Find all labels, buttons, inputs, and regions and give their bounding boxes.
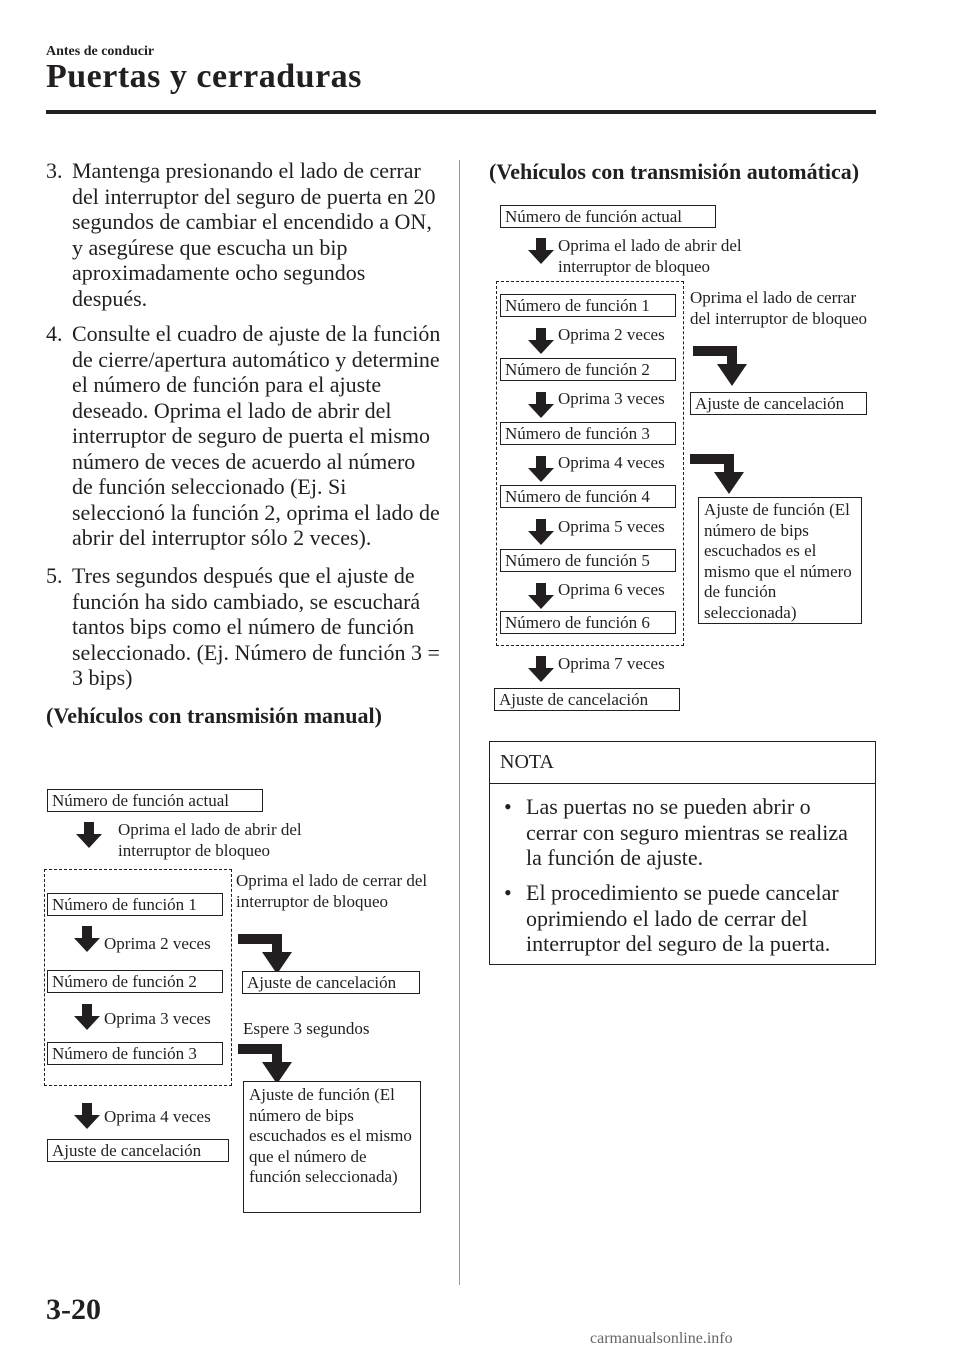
page-title: Puertas y cerraduras: [46, 58, 362, 95]
down-arrow-icon: [528, 583, 554, 609]
column-divider: [459, 160, 460, 1285]
step-text: Mantenga presionando el lado de cerrar del interruptor del seguro de puerta en 20 segundos de cambiar el encendido a ON, y asegúrese que escucha un bip aproximadamente ocho segundos después.: [72, 158, 436, 311]
down-arrow-icon: [528, 456, 554, 482]
manual-press-open-label: Oprima el lado de abrir del interruptor de bloqueo: [118, 820, 302, 860]
step-4: [46, 321, 441, 551]
bullet-icon: •: [504, 880, 512, 905]
automatic-press-close-label: Oprima el lado de cerrar del interruptor de bloqueo: [690, 288, 868, 328]
down-arrow-icon: [528, 392, 554, 418]
step-text: Consulte el cuadro de ajuste de la función de cierre/apertura automático y determine el número de función para el ajuste deseado. Oprima el lado de abrir del interruptor de seguro de puerta el mismo número de veces de acuerdo al número de función seleccionado (Ej. Si seleccionó la función 2, oprima el lado de abrir del interruptor sólo 2 veces).: [72, 321, 441, 550]
automatic-function-2-box: Número de función 2: [500, 358, 676, 381]
step-text: Tres segundos después que el ajuste de función ha sido cambiado, se escuchará tantos bips como el número de función seleccionado. (Ej. Número de función 3 = 3 bips): [72, 563, 440, 690]
note-box: [489, 741, 876, 965]
automatic-function-6-box: Número de función 6: [500, 611, 676, 634]
bent-arrow-icon: [693, 346, 761, 386]
manual-function-1-box: Número de función 1: [47, 893, 223, 916]
automatic-press-5-label: Oprima 5 veces: [558, 517, 665, 536]
down-arrow-icon: [528, 519, 554, 545]
automatic-heading: (Vehículos con transmisión automática): [489, 159, 860, 184]
bent-arrow-icon: [690, 454, 758, 494]
automatic-cancel-right-box: Ajuste de cancelación: [690, 392, 867, 415]
note-item: [504, 794, 864, 871]
page-number: 3-20: [46, 1293, 101, 1326]
manual-press-4-label: Oprima 4 veces: [104, 1107, 211, 1126]
manual-press-2-label: Oprima 2 veces: [104, 934, 211, 953]
title-rule: [46, 110, 876, 114]
step-3: [46, 158, 441, 311]
automatic-result-box: Ajuste de función (El número de bips escuchados es el mismo que el número de función seleccionada): [698, 497, 862, 624]
automatic-function-3-box: Número de función 3: [500, 422, 676, 445]
step-number: 4.: [46, 321, 63, 346]
step-number: 3.: [46, 158, 63, 183]
automatic-current-box: Número de función actual: [500, 205, 716, 228]
down-arrow-icon: [74, 1004, 100, 1030]
manual-press-3-label: Oprima 3 veces: [104, 1009, 211, 1028]
footer-watermark: carmanualsonline.info: [590, 1330, 733, 1347]
step-5: [46, 563, 441, 691]
down-arrow-icon: [74, 926, 100, 952]
manual-function-3-box: Número de función 3: [47, 1042, 223, 1065]
manual-cancel-right-box: Ajuste de cancelación: [242, 971, 420, 994]
note-item-text: Las puertas no se pueden abrir o cerrar con seguro mientras se realiza la función de ajuste.: [526, 794, 848, 870]
automatic-press-6-label: Oprima 6 veces: [558, 580, 665, 599]
down-arrow-icon: [528, 328, 554, 354]
down-arrow-icon: [74, 1103, 100, 1129]
down-arrow-icon: [528, 656, 554, 682]
automatic-press-open-label: Oprima el lado de abrir del interruptor de bloqueo: [558, 236, 742, 276]
manual-wait-label: Espere 3 segundos: [243, 1019, 370, 1038]
automatic-press-2-label: Oprima 2 veces: [558, 325, 665, 344]
manual-function-2-box: Número de función 2: [47, 970, 223, 993]
automatic-function-5-box: Número de función 5: [500, 549, 676, 572]
manual-current-box: Número de función actual: [47, 789, 263, 812]
note-item-text: El procedimiento se puede cancelar oprimiendo el lado de cerrar del interruptor del seguro de la puerta.: [526, 880, 839, 956]
note-title: NOTA: [490, 742, 875, 784]
bent-arrow-icon: [238, 1044, 306, 1084]
manual-result-box: Ajuste de función (El número de bips escuchados es el mismo que el número de función seleccionada): [243, 1081, 421, 1213]
bent-arrow-icon: [238, 934, 306, 974]
bullet-icon: •: [504, 794, 512, 819]
manual-heading: (Vehículos con transmisión manual): [46, 703, 382, 728]
down-arrow-icon: [528, 238, 554, 264]
automatic-press-7-label: Oprima 7 veces: [558, 654, 665, 673]
down-arrow-icon: [76, 822, 102, 848]
automatic-press-4-label: Oprima 4 veces: [558, 453, 665, 472]
automatic-function-4-box: Número de función 4: [500, 485, 676, 508]
automatic-function-1-box: Número de función 1: [500, 294, 676, 317]
automatic-cancel-box: Ajuste de cancelación: [494, 688, 680, 711]
manual-press-close-label: Oprima el lado de cerrar del interruptor de bloqueo: [236, 871, 428, 911]
step-number: 5.: [46, 563, 63, 588]
note-item: [504, 880, 864, 957]
automatic-press-3-label: Oprima 3 veces: [558, 389, 665, 408]
manual-cancel-box: Ajuste de cancelación: [47, 1139, 229, 1162]
section-label: Antes de conducir: [46, 44, 155, 59]
